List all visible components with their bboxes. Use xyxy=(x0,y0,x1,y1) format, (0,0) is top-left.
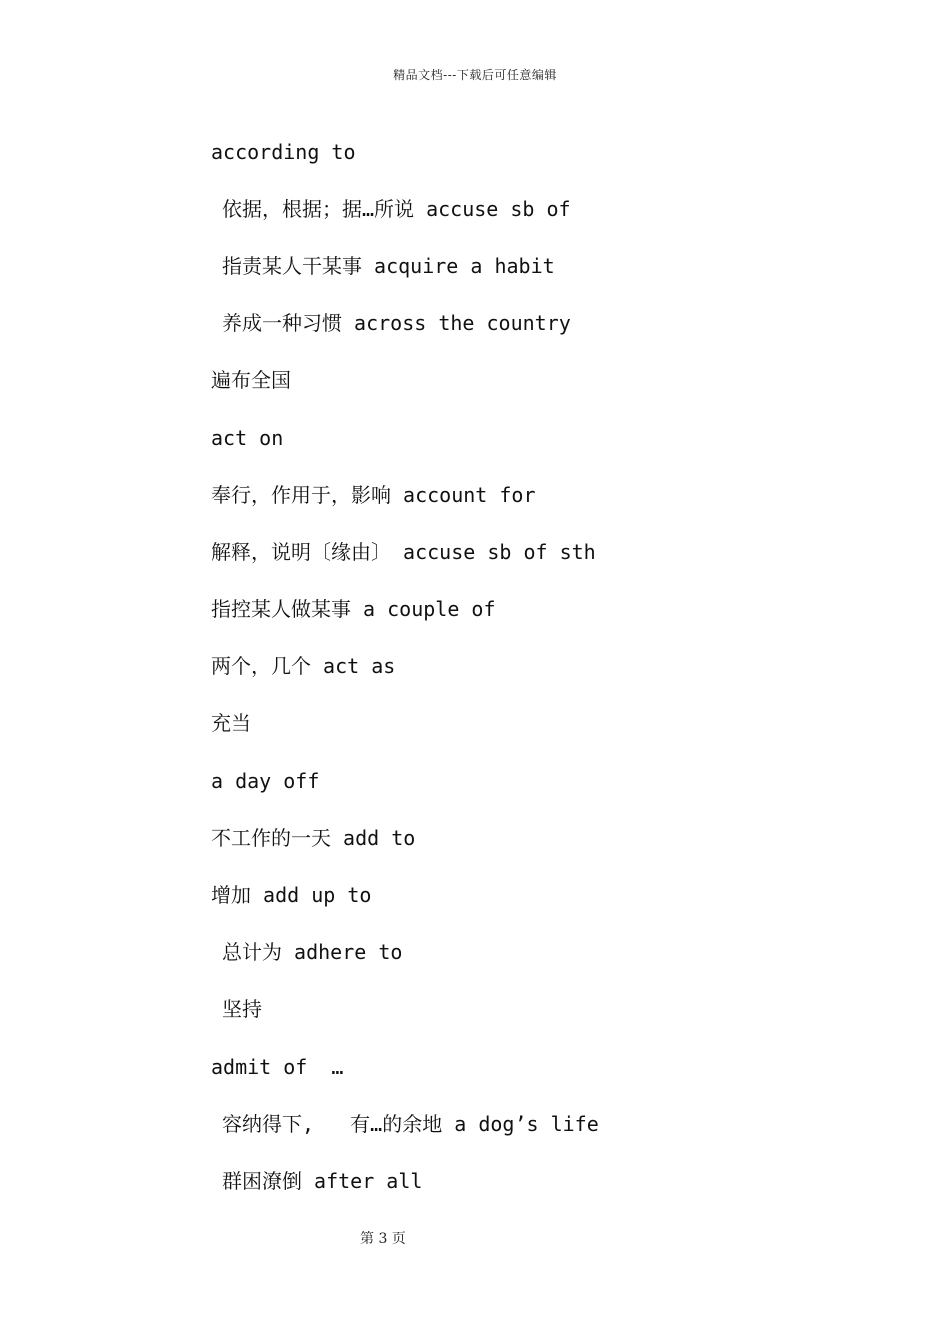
list-item: 奉行，作用于，影响 account for xyxy=(211,483,536,507)
list-item: admit of … xyxy=(211,1055,344,1079)
list-item: 养成一种习惯 across the country xyxy=(222,311,571,335)
list-item: according to xyxy=(211,140,356,164)
list-item: 坚持 xyxy=(222,997,262,1021)
list-item: 遍布全国 xyxy=(211,368,291,392)
list-item: 指控某人做某事 a couple of xyxy=(211,597,496,621)
page-number: 第 3 页 xyxy=(360,1231,406,1247)
list-item: 依据，根据；据…所说 accuse sb of xyxy=(222,197,571,221)
list-item: act on xyxy=(211,426,284,450)
list-item: 指责某人干某事 acquire a habit xyxy=(222,254,555,278)
list-item: a day off xyxy=(211,769,320,793)
document-header: 精品文档---下载后可任意编辑 xyxy=(393,68,557,82)
list-item: 不工作的一天 add to xyxy=(211,826,416,850)
list-item: 群困潦倒 after all xyxy=(222,1169,423,1193)
list-item: 容纳得下, 有…的余地 a dog’s life xyxy=(222,1112,599,1136)
list-item: 总计为 adhere to xyxy=(222,940,403,964)
list-item: 增加 add up to xyxy=(211,883,372,907)
list-item: 两个，几个 act as xyxy=(211,654,396,678)
list-item: 充当 xyxy=(211,711,251,735)
list-item: 解释，说明〔缘由〕 accuse sb of sth xyxy=(211,540,596,564)
